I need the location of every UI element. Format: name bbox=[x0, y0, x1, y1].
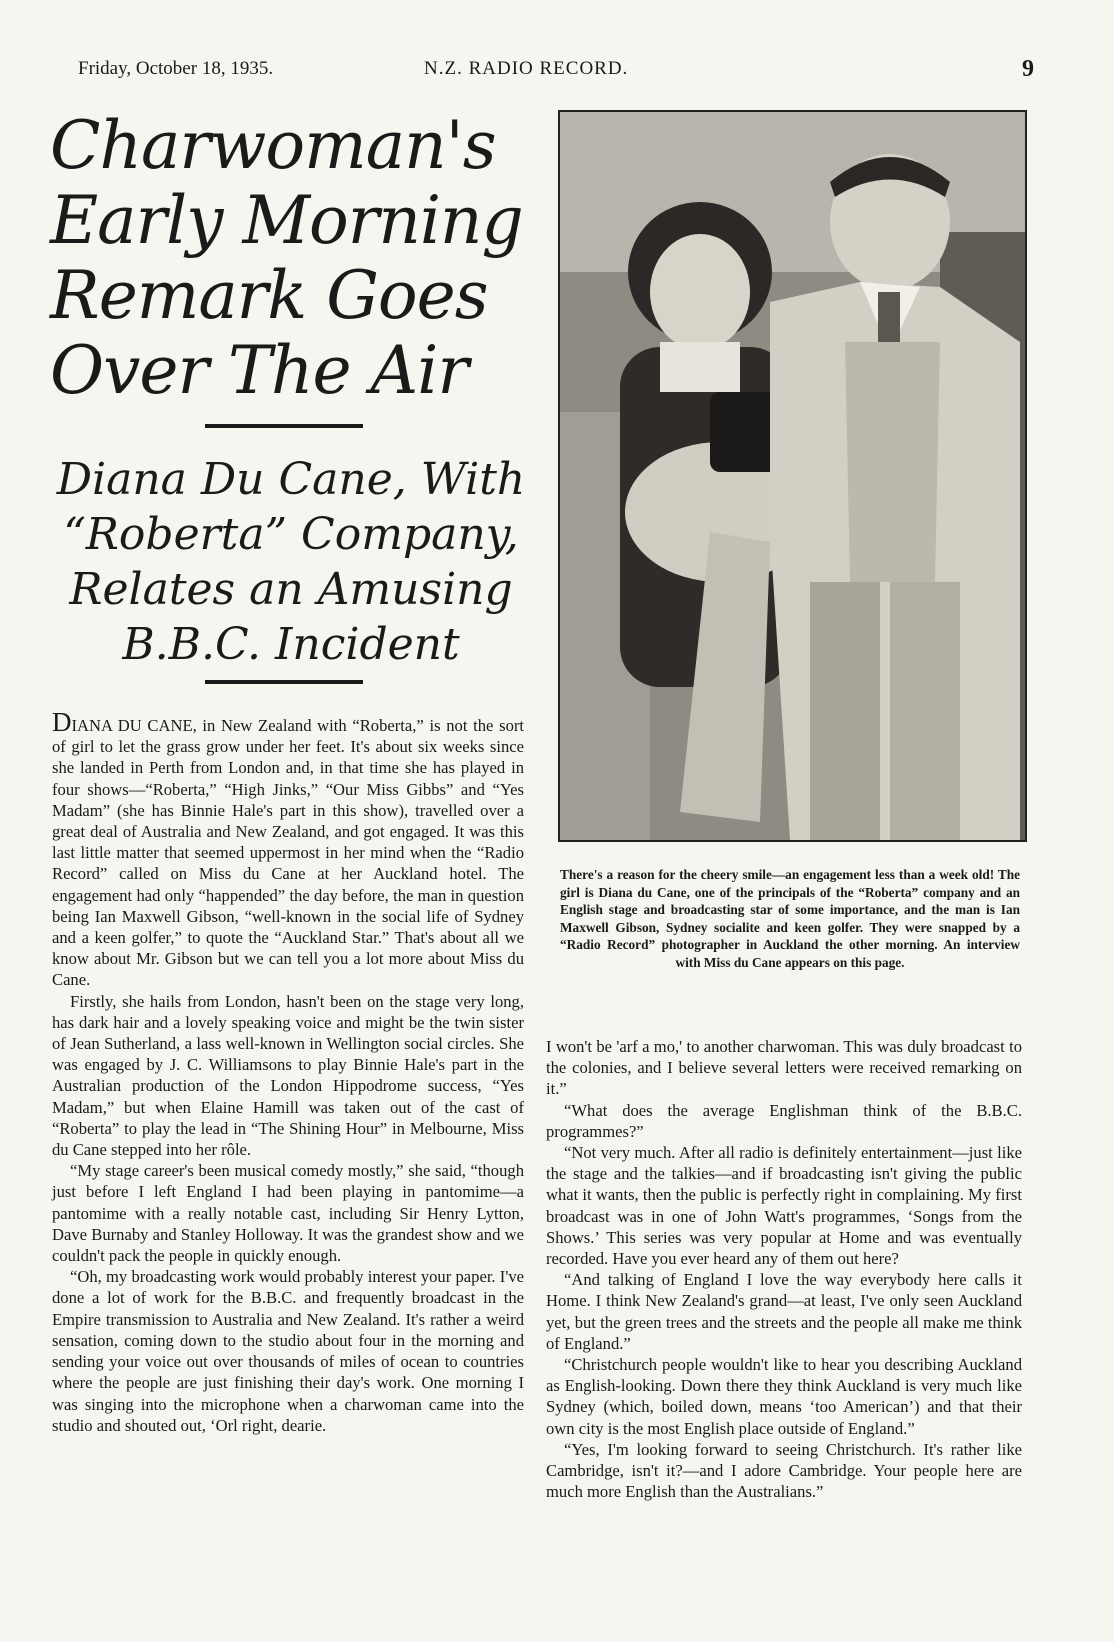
article-paragraph: “Christchurch people wouldn't like to hear you describing Auckland as English-looking. Down there they think Auckland is very much like Sydney (which, boiled down, means ‘too American’) and that their own city is the most English place outside of England.” bbox=[546, 1355, 1022, 1438]
article-paragraph: Firstly, she hails from London, hasn't been on the stage very long, has dark hair and a lovely speaking voice and might be the twin sister of Jean Sutherland, a lass well-known in Wellington social circles. She was engaged by J. C. Williamsons to play Binnie Hale's part in the Australian production of the London Hippodrome success, “Yes Madam,” but when Elaine Hamill was taken out of the cast of “Roberta” to play the lead in “The Shining Hour” in Melbourne, Miss du Cane stepped into her rôle. bbox=[52, 991, 524, 1160]
subheadline bbox=[56, 452, 526, 672]
article-paragraph: “My stage career's been musical comedy mostly,” she said, “though just before I left England I had been playing in pantomime—a pantomime with a really notable cast, including Sir Henry Lytton, Dave Burnaby and Stanley Holloway. It was the grandest show and we couldn't pack the people in quickly enough. bbox=[52, 1161, 524, 1266]
headline-line: Charwoman's bbox=[50, 107, 496, 184]
article-paragraph: “Yes, I'm looking forward to seeing Christchurch. It's rather like Cambridge, isn't it?—and I adore Cambridge. Your people here are much more English than the Australians.” bbox=[546, 1439, 1022, 1502]
article-paragraph bbox=[52, 707, 524, 991]
article-paragraph: “And talking of England I love the way everybody here calls it Home. I think New Zealand's grand—at least, I've only seen Auckland yet, but the green trees and the streets and the people all make me think of England.” bbox=[546, 1270, 1022, 1353]
headline-divider bbox=[205, 424, 363, 428]
paragraph-text: IANA DU CANE, in New Zealand with “Roberta,” is not the sort of girl to let the grass grow under her feet. It's about six weeks since she landed in Perth from London and, in that time she has played in four shows—“Roberta,” “High Jinks,” “Our Miss Gibbs” and “Yes Madam” (she has Binnie Hale's part in this show), travelled over a great deal of Australia and New Zealand, and got engaged. It was this last little matter that seemed uppermost in her mind when the “Radio Record” called on Miss du Cane at her Auckland hotel. The engagement had only “happended” the day before, the man in question being Ian Maxwell Gibson, “well-known in the social life of Sydney and a keen golfer,” to quote the “Auckland Star.” That's about all we know about Mr. Gibson but we can tell you a lot more about Miss du Cane. bbox=[52, 716, 524, 990]
subheadline-line: “Roberta” Company, bbox=[63, 509, 519, 560]
headline bbox=[50, 108, 530, 408]
couple-photograph bbox=[558, 110, 1027, 842]
article-column-right bbox=[546, 1036, 1022, 1502]
article-paragraph: I won't be 'arf a mo,' to another charwoman. This was duly broadcast to the colonies, and I believe several letters were received remarking on it.” bbox=[546, 1037, 1022, 1099]
headline-line: Over The Air bbox=[50, 332, 468, 409]
subheadline-line: Diana Du Cane, With bbox=[56, 454, 526, 505]
photo-caption: There's a reason for the cheery smile—an engagement less than a week old! The girl is Diana du Cane, one of the principals of the “Roberta” company and an English stage and broadcasting star of some importance, and the man is Ian Maxwell Gibson, Sydney socialite and keen golfer. They were snapped by a “Radio Record” photographer in Auckland the other morning. An interview with Miss du Cane appears on this page. bbox=[560, 867, 1020, 970]
subheadline-line: B.B.C. Incident bbox=[122, 619, 460, 670]
subheadline-line: Relates an Amusing bbox=[69, 564, 513, 615]
headline-line: Remark Goes bbox=[50, 257, 488, 334]
article-paragraph: “Oh, my broadcasting work would probably interest your paper. I've done a lot of work for the B.B.C. and frequently broadcast in the Empire transmission to Australia and New Zealand. It's rather a weird sensation, coming down to the studio about four in the morning and sending your voice out over thousands of miles of ocean to countries where the people are just finishing their day's work. One morning I was singing into the microphone when a charwoman came into the studio and shouted out, ‘Orl right, dearie. bbox=[52, 1267, 524, 1435]
article-paragraph: “What does the average Englishman think of the B.B.C. programmes?” bbox=[546, 1100, 1022, 1141]
article-column-left bbox=[52, 707, 524, 1436]
article-paragraph: “Not very much. After all radio is definitely entertainment—just like the stage and the talkies—and if broadcasting isn't giving the public what it wants, then the public is perfectly right in complaining. My first broadcast was in one of John Watt's programmes, ‘Songs from the Shows.’ This series was very popular at Home and was eventually recorded. Have you ever heard any of them out here? bbox=[546, 1143, 1022, 1269]
drop-cap: D bbox=[52, 707, 72, 737]
publication-name: N.Z. RADIO RECORD. bbox=[424, 58, 629, 79]
subheadline-divider bbox=[205, 680, 363, 684]
page-header bbox=[78, 56, 1034, 88]
issue-date: Friday, October 18, 1935. bbox=[78, 58, 274, 79]
headline-line: Early Morning bbox=[50, 182, 523, 259]
page-number: 9 bbox=[1022, 56, 1034, 82]
photo-illustration bbox=[560, 112, 1025, 840]
